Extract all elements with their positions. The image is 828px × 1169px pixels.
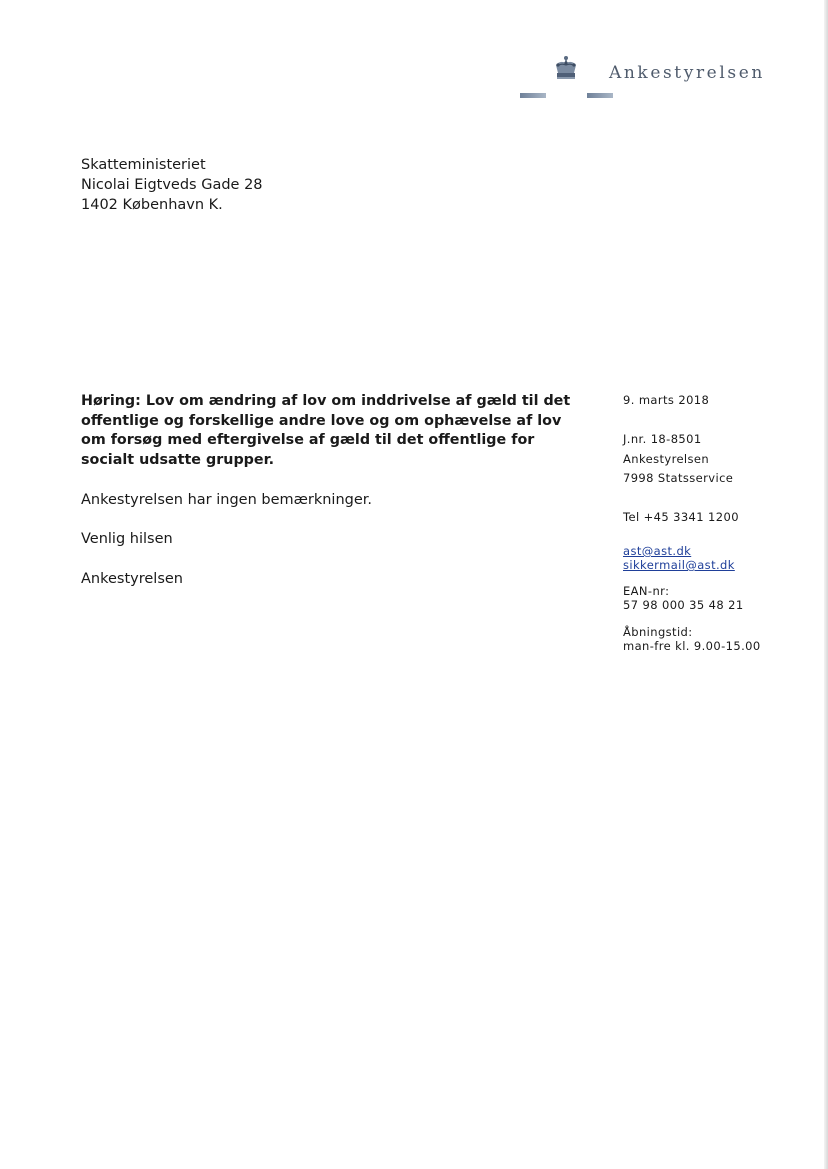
organization-logo-text: Ankestyrelsen (609, 63, 765, 83)
journal-number: J.nr. 18-8501 (623, 432, 702, 446)
sender-name: Ankestyrelsen (623, 452, 710, 466)
opening-hours-label: Åbningstid: (623, 625, 693, 639)
secure-email-link-wrap (623, 558, 735, 572)
secure-email-link[interactable]: sikkermail@ast.dk (623, 558, 735, 572)
letter-date: 9. marts 2018 (623, 393, 710, 407)
subject-heading: Høring: Lov om ændring af lov om inddrivelse af gæld til det offentlige og forskellige andre love og om ophævelse af lov om forsøg med eftergivelse af gæld til det offentlige for socialt udsatte grupper. (81, 393, 571, 468)
logo-bar-right (587, 93, 613, 98)
page-edge (824, 0, 828, 1169)
crown-icon (553, 55, 579, 81)
logo-bar-left (520, 93, 546, 98)
postal-address: 7998 Statsservice (623, 471, 734, 485)
recipient-name: Skatteministeriet (81, 157, 206, 173)
signature: Ankestyrelsen (81, 571, 183, 587)
recipient-street: Nicolai Eigtveds Gade 28 (81, 177, 263, 193)
opening-hours-value: man-fre kl. 9.00-15.00 (623, 639, 761, 653)
phone-number: Tel +45 3341 1200 (623, 510, 739, 524)
closing-greeting: Venlig hilsen (81, 531, 173, 547)
ean-value: 57 98 000 35 48 21 (623, 598, 744, 612)
body-statement: Ankestyrelsen har ingen bemærkninger. (81, 492, 373, 508)
recipient-address (81, 155, 263, 215)
ean-label: EAN-nr: (623, 584, 670, 598)
recipient-city: 1402 København K. (81, 197, 223, 213)
email-link-wrap (623, 544, 691, 558)
email-link[interactable]: ast@ast.dk (623, 544, 692, 558)
